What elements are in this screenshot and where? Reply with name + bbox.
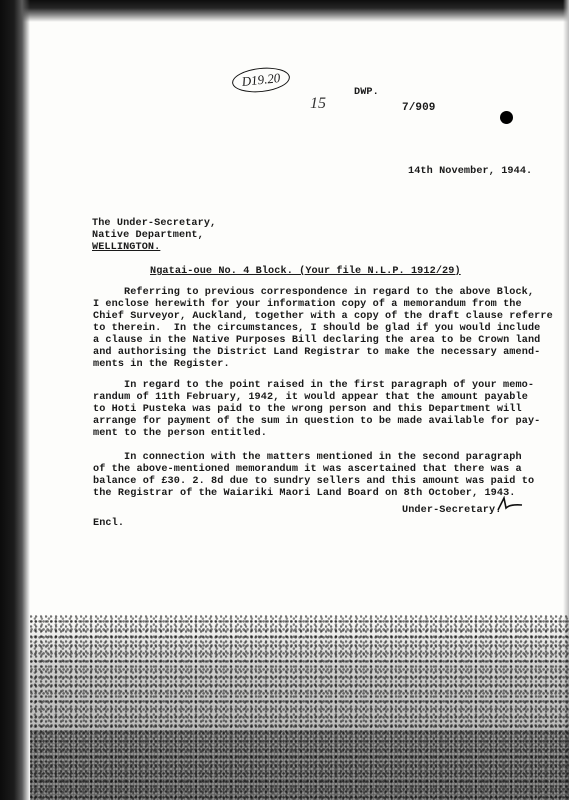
p2-line: to Hoti Pusteka was paid to the wrong person and this Department will: [93, 404, 522, 415]
handwritten-mark: 15: [310, 95, 326, 112]
p2-line: randum of 11th February, 1942, it would appear that the amount payable: [93, 392, 528, 403]
p1-line: a clause in the Native Purposes Bill declaring the area to be Crown land: [93, 335, 541, 346]
signature-title: Under-Secretary.: [402, 505, 502, 516]
p1-line: ments in the Register.: [93, 359, 230, 370]
p3-line: balance of £30. 2. 8d due to sundry sellers and this amount was paid to: [93, 476, 535, 487]
scan-border-top: [0, 0, 569, 22]
p2-line: In regard to the point raised in the first paragraph of your memo-: [124, 380, 535, 391]
addressee-line-1: The Under-Secretary,: [92, 218, 217, 229]
subject-line: Ngatai-oue No. 4 Block. (Your file N.L.P. 1912/29): [150, 266, 461, 277]
punch-hole-dot: [500, 111, 513, 124]
p2-line: ment to the person entitled.: [93, 428, 267, 439]
photocopy-noise-band: [30, 730, 569, 800]
p1-line: Referring to previous correspondence in regard to the above Block,: [124, 287, 535, 298]
file-number-stamp: D19.20: [231, 65, 291, 95]
p1-line: to therein. In the circumstances, I should be glad if you would include: [93, 323, 541, 334]
letter-date: 14th November, 1944.: [408, 166, 533, 177]
addressee-line-2: Native Department,: [92, 230, 204, 241]
scan-border-left: [0, 0, 30, 800]
reference-number: 7/909: [402, 102, 436, 114]
p3-line: the Registrar of the Waiariki Maori Land Board on 8th October, 1943.: [93, 488, 516, 499]
p1-line: Chief Surveyor, Auckland, together with a copy of the draft clause referre: [93, 311, 553, 322]
signature-squiggle-icon: [496, 496, 524, 514]
sender-initials: DWP.: [354, 87, 379, 98]
p3-line: of the above-mentioned memorandum it was ascertained that there was a: [93, 464, 522, 475]
p3-line: In connection with the matters mentioned in the second paragraph: [124, 452, 522, 463]
enclosure-note: Encl.: [93, 518, 125, 529]
addressee-line-3: WELLINGTON.: [92, 242, 161, 253]
p1-line: and authorising the District Land Registrar to make the necessary amend-: [93, 347, 541, 358]
p2-line: arrange for payment of the sum in question to be made available for pay-: [93, 416, 541, 427]
p1-line: I enclose herewith for your information copy of a memorandum from the: [93, 299, 522, 310]
